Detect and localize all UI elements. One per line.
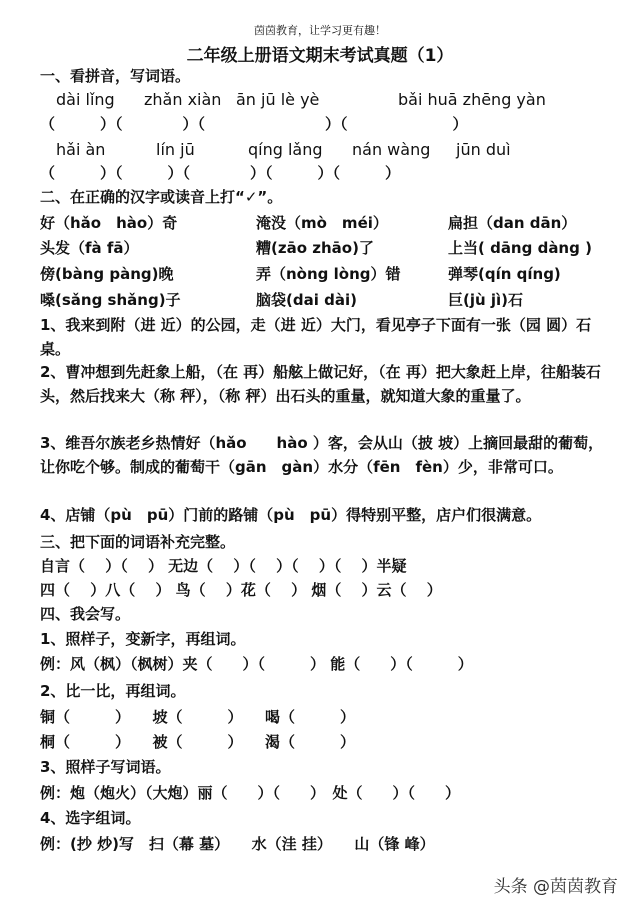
choice-item[interactable]: 脑袋(dai dài) xyxy=(256,291,357,309)
passage-4: 4、店铺（pù pū）门前的路铺（pù pū）得特别平整，店户们很满意。 xyxy=(40,506,542,524)
question-3-title: 3、照样子写词语。 xyxy=(40,758,171,776)
passage-1: 1、我来到附（进 近）的公园，走（进 近）大门，看见亭子下面有一张（园 圆）石桌。 xyxy=(40,316,592,358)
pinyin-word: lín jū xyxy=(156,140,195,159)
question-1-title: 1、照样子，变新字，再组词。 xyxy=(40,630,246,648)
pinyin-word: jūn duì xyxy=(456,140,511,159)
passage-3: 3、维吾尔族老乡热情好（hǎo hào ）客，会从山（披 坡）上摘回最甜的葡萄，让你吃个够。制成的葡萄干（gān gàn）水分（fēn fèn）少，非常可口。 xyxy=(40,434,604,476)
answer-blanks-row-2[interactable]: （ ）（ ）（ ）（ ）（ ） xyxy=(40,164,401,182)
question-3-line[interactable]: 例：炮（炮火）（大炮）丽（ ）（ ） 处（ ）（ ） xyxy=(40,784,461,802)
choice-item[interactable]: 好（hǎo hào）奇 xyxy=(40,214,178,232)
pinyin-word: bǎi huā zhēng yàn xyxy=(398,90,546,109)
choice-item[interactable]: 上当( dāng dàng ) xyxy=(448,239,592,257)
question-4-line[interactable]: 例：(抄 炒)写 扫（幕 墓） 水（洼 挂） 山（锋 峰） xyxy=(40,835,435,853)
question-4-title: 4、选字组词。 xyxy=(40,809,141,827)
section-2-heading: 二、在正确的汉字或读音上打“✓”。 xyxy=(40,188,283,206)
idiom-fill-line-2[interactable]: 四（ ）八（ ） 鸟（ ）花（ ） 烟（ ）云（ ） xyxy=(40,581,442,599)
choice-item[interactable]: 傍(bàng pàng)晚 xyxy=(40,265,174,283)
choice-item[interactable]: 嗓(sǎng shǎng)子 xyxy=(40,291,181,309)
choice-item[interactable]: 弄（nòng lòng）错 xyxy=(256,265,401,283)
pinyin-word: nán wàng xyxy=(352,140,431,159)
header-slogan: 茵茵教育，让学习更有趣！ xyxy=(254,24,386,37)
pinyin-word: hǎi àn xyxy=(56,140,106,159)
question-1-line[interactable]: 例：风（枫）（枫树）夹（ ）（ ） 能（ ）（ ） xyxy=(40,655,473,673)
section-3-heading: 三、把下面的词语补充完整。 xyxy=(40,533,236,551)
question-2-line-2[interactable]: 桐（ ） 被（ ） 渴（ ） xyxy=(40,733,356,751)
choice-item[interactable]: 弹琴(qín qíng) xyxy=(448,265,561,283)
question-2-title: 2、比一比，再组词。 xyxy=(40,682,186,700)
choice-item[interactable]: 扁担（dan dān） xyxy=(448,214,577,232)
pinyin-word: ān jū lè yè xyxy=(236,90,320,109)
watermark: 头条 @茵茵教育 xyxy=(493,877,618,897)
question-2-line-1[interactable]: 铜（ ） 坡（ ） 喝（ ） xyxy=(40,708,356,726)
answer-blanks-row-1[interactable]: （ ）（ ）（ ）（ ） xyxy=(40,115,468,133)
choice-item[interactable]: 糟(zāo zhāo)了 xyxy=(256,239,374,257)
pinyin-word: dài lǐng xyxy=(56,90,115,109)
idiom-fill-line-1[interactable]: 自言（ ）（ ） 无边（ ）（ ）（ ）（ ）半疑 xyxy=(40,557,407,575)
choice-item[interactable]: 巨(jù jì)石 xyxy=(448,291,524,309)
exam-title: 二年级上册语文期末考试真题（1） xyxy=(186,46,454,66)
passage-2: 2、曹冲想到先赶象上船，（在 再）船舷上做记好，（在 再）把大象赶上岸，往船装石头，然后找来大（称 秤），（称 秤）出石头的重量，就知道大象的重量了。 xyxy=(40,363,601,405)
choice-item[interactable]: 淹没（mò méi） xyxy=(256,214,388,232)
choice-item[interactable]: 头发（fà fā） xyxy=(40,239,139,257)
section-4-heading: 四、我会写。 xyxy=(40,605,131,623)
pinyin-word: zhǎn xiàn xyxy=(144,90,222,109)
section-1-heading: 一、看拼音，写词语。 xyxy=(40,67,191,85)
pinyin-word: qíng lǎng xyxy=(248,140,323,159)
